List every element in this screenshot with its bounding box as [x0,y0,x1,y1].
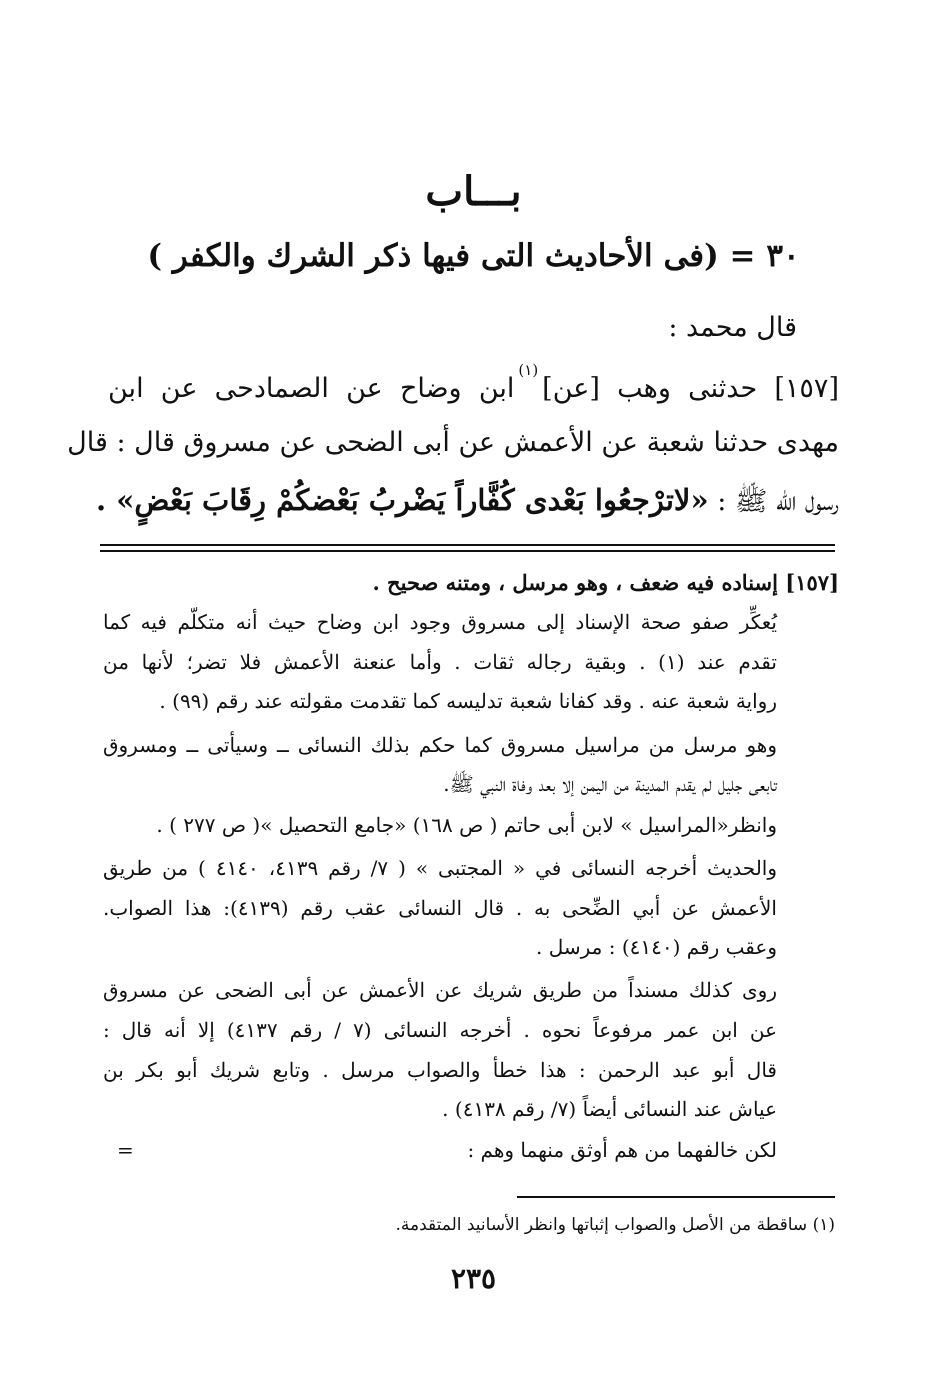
commentary-line: تابعى جليل لم يقدم المدينة من اليمن إلا بعد وفاة النبي ﷺ. [443,772,777,796]
commentary-line: وعقب رقم (٤١٤٠) : مرسل . [536,935,777,959]
commentary-line: عن ابن عمر مرفوعاً نحوه . أخرجه النسائى (٧ / رقم ٤١٣٧) إلا أنه قال : [103,1018,778,1042]
footnote-rule [517,1196,835,1198]
bab-heading: بـــاب [425,168,522,215]
hadith-line-3-start: رسول الله ﷺ : [717,486,839,517]
hadith-line-1-start: [١٥٧] حدثنى وهب [عن] [542,373,839,404]
continuation-mark: = [117,1138,134,1162]
hadith-line-3 [96,483,839,524]
commentary-line: يُعكِّر صفو صحة الإسناد إلى مسروق وجود ابن وضاح حيث أنه متكلّم فيه كما [103,610,777,634]
commentary-line: روى كذلك مسنداً من طريق شريك عن الأعمش عن أبى الضحى عن مسروق [103,978,777,1002]
hadith-quote: «لاترْجعُوا بَعْدى كُفَّاراً يَضْربُ بَعْضكُمْ رِقَابَ بَعْضٍ» . [96,483,709,517]
commentary-heading: [١٥٧] إسناده فيه ضعف ، وهو مرسل ، ومتنه صحيح . [372,570,839,595]
commentary-line: تقدم عند (١) . وبقية رجاله ثقات . وأما عنعنة الأعمش فلا تضر؛ لأنها من [103,650,777,674]
chapter-title: ٣٠ = (فى الأحاديث التى فيها ذكر الشرك والكفر ) [147,238,800,274]
commentary-line: والحديث أخرجه النسائى في « المجتبى » ( ٧/ رقم ٤١٣٩، ٤١٤٠ ) من طريق [103,856,778,880]
double-rule-top [100,544,835,546]
commentary-line: لكن خالفهما من هم أوثق منهما وهم : [467,1138,777,1162]
commentary-line: رواية شعبة عنه . وقد كفانا شعبة تدليسه كما تقدمت مقولته عند رقم (٩٩) . [159,689,777,713]
double-rule-bottom [100,550,835,552]
hadith-line-1-end: ابن وضاح عن الصمادحى عن ابن [108,373,515,404]
page-number: ٢٣٥ [450,1262,497,1295]
commentary-line: وانظر«المراسيل » لابن أبى حاتم ( ص ١٦٨) «جامع التحصيل »( ص ٢٧٧ ) . [156,813,777,837]
hadith-line-2: مهدى حدثنا شعبة عن الأعمش عن أبى الضحى عن مسروق قال : قال [67,427,839,458]
footnote-marker: (١) [518,361,539,379]
qal-muhammad: قال محمد : [668,312,797,343]
commentary-line: عياش عند النسائى أيضاً (٧/ رقم ٤١٣٨) . [442,1097,777,1121]
footnote: (١) ساقطة من الأصل والصواب إثباتها وانظر الأسانيد المتقدمة. [395,1215,835,1235]
commentary-line: قال أبو عبد الرحمن : هذا خطأ والصواب مرسل . وتابع شريك أبو بكر بن [103,1058,777,1082]
hadith-line-1 [108,361,839,404]
commentary-line: الأعمش عن أبي الضِّحى به . قال النسائى عقب رقم (٤١٣٩): هذا الصواب. [103,896,777,920]
commentary-line: وهو مرسل من مراسيل مسروق كما حكم بذلك النسائى ــ وسيأتى ــ ومسروق [103,733,777,757]
